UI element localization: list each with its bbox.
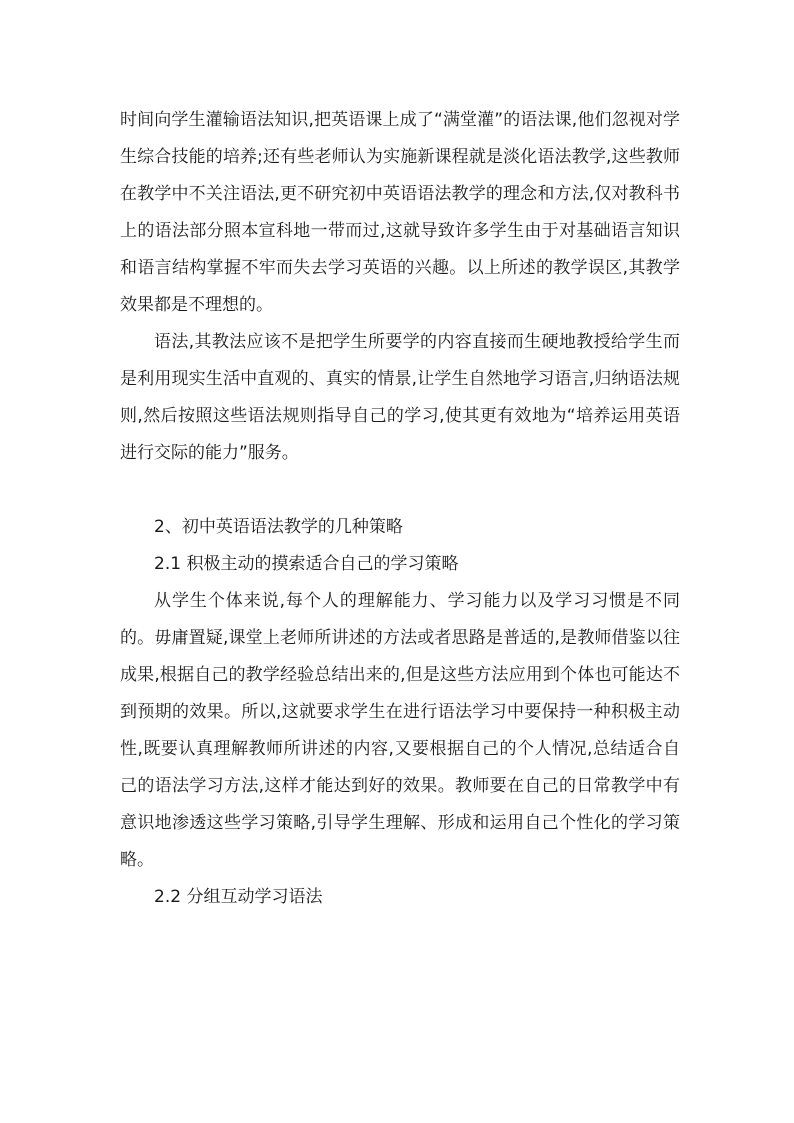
section-heading-strategies: 2、初中英语语法教学的几种策略 bbox=[154, 517, 403, 537]
paragraph-teaching-mistakes: 时间向学生灌输语法知识,把英语课上成了“满堂灌”的语法课,他们忽视对学生综合技能的培养;还有些老师认为实施新课程就是淡化语法教学,这些教师在教学中不关注语法,更不研究初中英语语法教学的理念和方法,仅对教科书上的语法部分照本宣科地一带而过,这就导致许多学生由于对基础语言知识和语言结构掌握不牢而失去学习英语的兴趣。以上所述的教学误区,其教学效果都是不理想的。 bbox=[120, 110, 680, 315]
blank-line bbox=[120, 472, 680, 509]
paragraph-grammar-teaching-method: 语法,其教法应该不是把学生所要学的内容直接而生硬地教授给学生而是利用现实生活中直观的、真实的情景,让学生自然地学习语言,归纳语法规则,然后按照这些语法规则指导自己的学习,使其更有效地为“培养运用英语进行交际的能力”服务。 bbox=[120, 332, 680, 463]
subsection-heading-2-2: 2.2 分组互动学习语法 bbox=[154, 887, 323, 907]
paragraph-individual-strategies: 从学生个体来说,每个人的理解能力、学习能力以及学习习惯是不同的。毋庸置疑,课堂上老师所讲述的方法或者思路是普适的,是教师借鉴以往成果,根据自己的教学经验总结出来的,但是这些方法应用到个体也可能达不到预期的效果。所以,这就要求学生在进行语法学习中要保持一种积极主动性,既要认真理解教师所讲述的内容,又要根据自己的个人情况,总结适合自己的语法学习方法,这样才能达到好的效果。教师要在自己的日常教学中有意识地渗透这些学习策略,引导学生理解、形成和运用自己个性化的学习策略。 bbox=[120, 591, 680, 870]
document-body bbox=[120, 102, 680, 916]
subsection-heading-2-1: 2.1 积极主动的摸索适合自己的学习策略 bbox=[154, 554, 459, 574]
